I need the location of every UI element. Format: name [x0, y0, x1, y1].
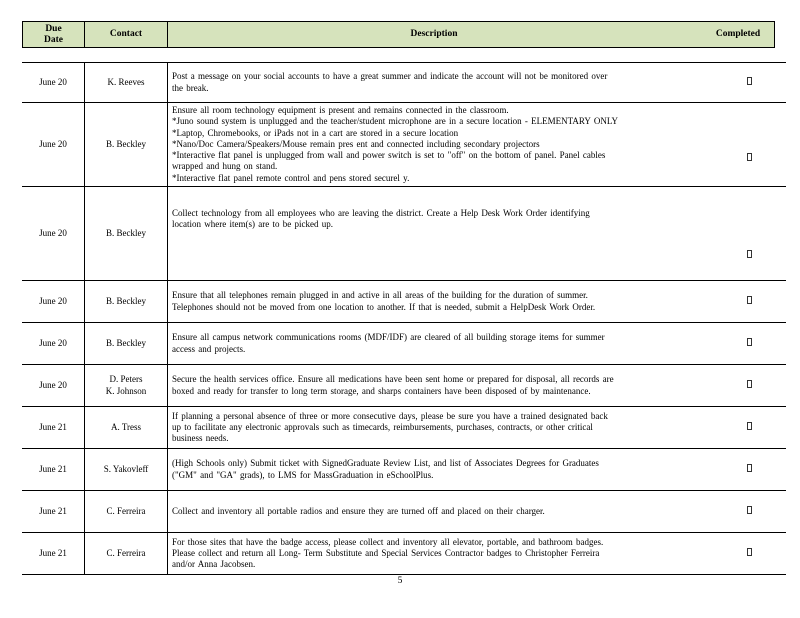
- completed-cell: [712, 407, 786, 449]
- contact-name: B. Beckley: [106, 295, 146, 306]
- completed-cell: [712, 533, 786, 575]
- table-row: [22, 491, 786, 533]
- contact-name: S. Yakovleff: [103, 463, 149, 474]
- description-line: access and projects.: [172, 343, 246, 354]
- due-date-cell: June 21: [22, 491, 85, 533]
- completed-checkbox[interactable]: [747, 153, 752, 161]
- page-number: 5: [397, 576, 403, 586]
- due-date-cell: June 21: [22, 533, 85, 575]
- contact-cell: [85, 365, 168, 407]
- description-line: Ensure all room technology equipment is present and remains connected in the classroom.: [172, 105, 509, 116]
- contact-cell: [85, 103, 168, 187]
- due-date-cell: June 20: [22, 281, 85, 323]
- contact-cell: [85, 533, 168, 575]
- description-line: and/or Anna Jacobsen.: [172, 559, 256, 570]
- completed-cell: [712, 63, 786, 103]
- completed-checkbox[interactable]: [747, 422, 752, 430]
- description-line: Collect and inventory all portable radios and ensure they are turned off and placed on their charger.: [172, 505, 545, 516]
- description-line: Ensure that all telephones remain plugged in and active in all areas of the building for the duration of summer.: [172, 290, 588, 301]
- description-cell: [168, 103, 713, 187]
- table-row: [22, 63, 786, 103]
- description-cell: [168, 533, 713, 575]
- contact-name: C. Ferreira: [106, 547, 146, 558]
- description-line: Please collect and return all Long- Term Substitute and Special Services Contractor badges to Christopher Ferreira: [172, 547, 600, 558]
- task-table: [22, 62, 786, 575]
- header-contact: Contact: [85, 22, 168, 47]
- completed-cell: [712, 281, 786, 323]
- contact-cell: [85, 407, 168, 449]
- completed-checkbox[interactable]: [747, 250, 752, 258]
- contact-name: B. Beckley: [106, 227, 146, 238]
- table-row: [22, 533, 786, 575]
- table-row: [22, 365, 786, 407]
- contact-name: C. Ferreira: [106, 505, 146, 516]
- contact-name: D. Peters: [109, 374, 143, 385]
- description-line: (High Schools only) Submit ticket with SignedGraduate Review List, and list of Associates Degrees for Graduates: [172, 458, 599, 469]
- completed-cell: [712, 491, 786, 533]
- contact-name: A. Tress: [110, 421, 141, 432]
- description-line: *Interactive flat panel remote control and pens stored securel y.: [172, 172, 410, 183]
- contact-name: K. Johnson: [105, 385, 147, 396]
- description-line: ("GM" and "GA" grads), to LMS for MassGraduation in eSchoolPlus.: [172, 469, 434, 480]
- table-row: [22, 103, 786, 187]
- table-row: [22, 187, 786, 281]
- description-line: Post a message on your social accounts to have a great summer and indicate the account will not be monitored over: [172, 71, 608, 82]
- description-line: location where item(s) are to be picked up.: [172, 218, 333, 229]
- due-date-cell: June 20: [22, 187, 85, 281]
- description-line: Collect technology from all employees who are leaving the district. Create a Help Desk Work Order identifying: [172, 207, 590, 218]
- completed-checkbox[interactable]: [747, 548, 752, 556]
- table-row: [22, 449, 786, 491]
- contact-cell: [85, 449, 168, 491]
- description-cell: [168, 323, 713, 365]
- description-cell: [168, 187, 713, 281]
- table-row: [22, 323, 786, 365]
- description-line: boxed and ready for transfer to long term storage, and sharps containers have been disposed of by maintenance.: [172, 385, 591, 396]
- description-line: wrapped and hung on stand.: [172, 161, 278, 172]
- table-row: [22, 407, 786, 449]
- completed-cell: [712, 365, 786, 407]
- description-cell: [168, 449, 713, 491]
- contact-cell: [85, 281, 168, 323]
- table-header: [22, 21, 775, 48]
- description-line: up to facilitate any electronic approvals such as timecards, reimbursements, purchases, contracts, or other critical: [172, 421, 593, 432]
- completed-cell: [712, 449, 786, 491]
- description-line: Ensure all campus network communications rooms (MDF/IDF) are cleared of all building storage items for summer: [172, 332, 605, 343]
- description-line: the break.: [172, 82, 209, 93]
- description-line: Secure the health services office. Ensure all medications have been sent home or prepared for disposal, all records are: [172, 374, 614, 385]
- description-line: *Nano/Doc Camera/Speakers/Mouse remain pres ent and connected including secondary projectors: [172, 138, 540, 149]
- completed-checkbox[interactable]: [747, 464, 752, 472]
- contact-name: B. Beckley: [106, 138, 146, 149]
- contact-cell: [85, 63, 168, 103]
- description-cell: [168, 63, 713, 103]
- completed-cell: [712, 187, 786, 281]
- completed-checkbox[interactable]: [747, 380, 752, 388]
- contact-cell: [85, 491, 168, 533]
- due-date-cell: June 20: [22, 365, 85, 407]
- completed-checkbox[interactable]: [747, 77, 752, 85]
- completed-checkbox[interactable]: [747, 338, 752, 346]
- completed-checkbox[interactable]: [747, 296, 752, 304]
- description-cell: [168, 281, 713, 323]
- completed-cell: [712, 103, 786, 187]
- description-line: *Laptop, Chromebooks, or iPads not in a cart are stored in a secure location: [172, 127, 459, 138]
- description-line: business needs.: [172, 433, 229, 444]
- contact-cell: [85, 323, 168, 365]
- table-row: [22, 281, 786, 323]
- contact-name: K. Reeves: [107, 76, 145, 87]
- description-line: *Juno sound system is unplugged and the teacher/student microphone are in a secure location - ELEMENTARY ONLY: [172, 116, 618, 127]
- completed-checkbox[interactable]: [747, 506, 752, 514]
- due-date-cell: June 20: [22, 103, 85, 187]
- contact-name: B. Beckley: [106, 337, 146, 348]
- due-date-cell: June 20: [22, 323, 85, 365]
- description-cell: [168, 365, 713, 407]
- due-date-cell: June 21: [22, 407, 85, 449]
- description-line: Telephones should not be moved from one location to another. If that is needed, submit a HelpDesk Work Order.: [172, 301, 596, 312]
- due-date-cell: June 20: [22, 63, 85, 103]
- description-line: *Interactive flat panel is unplugged from wall and power switch is set to "off" on the bottom of panel. Panel cables: [172, 150, 606, 161]
- description-cell: [168, 491, 713, 533]
- description-line: If planning a personal absence of three or more consecutive days, please be sure you have a trained designated back: [172, 410, 608, 421]
- due-date-cell: June 21: [22, 449, 85, 491]
- description-cell: [168, 407, 713, 449]
- contact-cell: [85, 187, 168, 281]
- description-line: For those sites that have the badge access, please collect and inventory all elevator, portable, and bathroom badges.: [172, 536, 604, 547]
- header-description: Description: [410, 29, 458, 39]
- header-due-date: Due Date: [23, 22, 85, 47]
- completed-cell: [712, 323, 786, 365]
- header-completed: Completed: [715, 29, 761, 39]
